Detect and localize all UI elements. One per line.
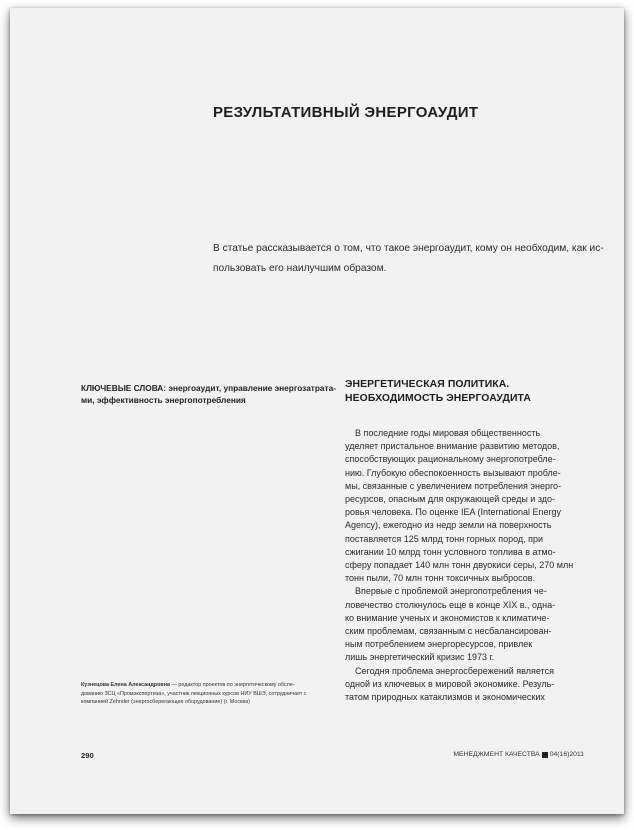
body-line: одной из ключевых в мировой экономике. Резуль- (345, 678, 555, 689)
journal-footer (453, 751, 584, 758)
body-line: Сегодня проблема энергосбережений является (355, 665, 554, 676)
journal-issue: 04(16)2011 (549, 751, 584, 758)
body-line: лишь энергетический кризис 1973 г. (345, 652, 495, 663)
square-bullet-icon (542, 752, 548, 758)
article-title: РЕЗУЛЬТАТИВНЫЙ ЭНЕРГОАУДИТ (213, 104, 479, 121)
body-line: В последние годы мировая общественность (355, 428, 541, 438)
body-line: сжигании 10 млрд тонн условного топлива в атмо- (345, 546, 556, 557)
body-line: поставляется 125 млрд тонн горных пород, при (345, 533, 544, 544)
keywords-line (81, 395, 326, 407)
body-line: ко внимание ученых и экономистов к климатиче- (345, 612, 550, 623)
body-text (345, 427, 600, 704)
author-name: Кузнецова Елена Александровна (81, 682, 170, 688)
body-line: Agency), ежегодно из недр земли на поверхность (345, 520, 552, 531)
body-line: ресурсов, опасным для окружающей среды и здо- (345, 494, 555, 505)
article-lead (213, 239, 604, 279)
author-line: компанией Zehnder (энергосберегающее оборудование) (г. Москва) (81, 699, 251, 706)
body-line: тонн пыли, 70 млн тонн токсичных выбросов. (345, 573, 536, 584)
section-heading-line: ЭНЕРГЕТИЧЕСКАЯ ПОЛИТИКА. (345, 379, 510, 390)
keywords-block (81, 383, 336, 406)
body-line: ским проблемам, связанным с несбалансирован- (345, 626, 552, 637)
keywords-line (81, 383, 336, 395)
body-line: ровья человека. По оценке IEA (International Energy (345, 507, 562, 518)
keywords-label: КЛЮЧЕВЫЕ СЛОВА: (81, 383, 167, 393)
body-line: Впервые с проблемой энергопотребления че- (355, 586, 547, 597)
keywords-text: энергоаудит, управление энергозатрата- (168, 383, 336, 393)
keywords-text: ми, эффективность энергопотребления (81, 394, 246, 405)
body-line: ловечество столкнулось еще в конце XIX в., одна- (345, 599, 556, 610)
section-heading-line: НЕОБХОДИМОСТЬ ЭНЕРГОАУДИТА (345, 392, 531, 404)
body-line: уделяет пристальное внимание развитию методов, (345, 441, 560, 452)
body-line: мы, связанные с увеличением потребления энерго- (345, 480, 562, 491)
author-note (81, 681, 331, 707)
author-role: — редактор проектов по энергетическому обсле- (169, 682, 295, 688)
lead-line: пользовать его наилучшим образом. (213, 263, 387, 274)
body-line: сферу попадает 140 млн тонн двуокиси серы, 270 млн (345, 560, 574, 571)
page-number: 290 (81, 751, 94, 760)
body-line: ным потреблением энергоресурсов, привлек (345, 639, 533, 650)
journal-name: МЕНЕДЖМЕНТ КАЧЕСТВА (453, 751, 540, 758)
body-line: способствующих рациональному энергопотребле- (345, 454, 556, 465)
body-line: татом природных катаклизмов и экономических (345, 692, 545, 703)
lead-line: В статье рассказывается о том, что такое энергоаудит, кому он необходим, как ис- (213, 243, 604, 254)
section-heading (345, 378, 605, 405)
author-line (81, 681, 331, 690)
author-line: дованию ЗСЦ «Промэкспертиза», участник лекционных курсов НИУ ВШЭ, сотрудничает с (81, 690, 307, 697)
document-page (10, 8, 624, 814)
body-line: нию. Глубокую обеспокоенность вызывают пробле- (345, 467, 561, 478)
